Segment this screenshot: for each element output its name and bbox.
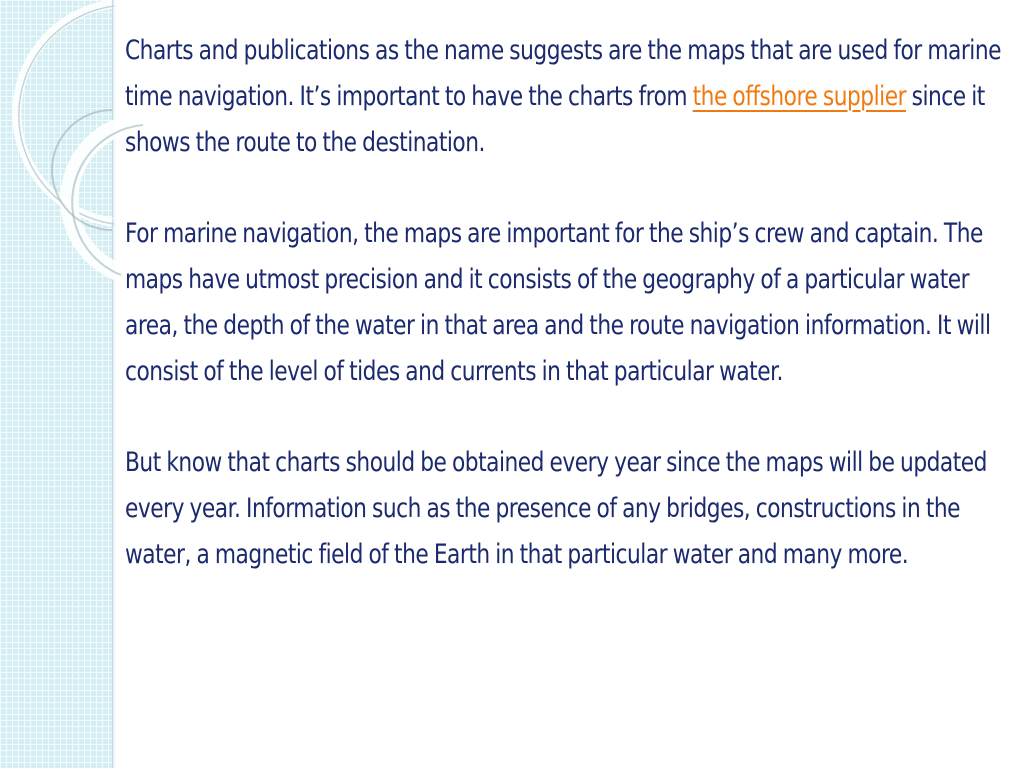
body-text	[125, 28, 1011, 578]
paragraph-1-before: Charts and publications as the name suggests are the maps that are used for marine time navigation. It’s important to have the charts from	[125, 35, 1001, 112]
side-grid-panel	[0, 0, 113, 768]
offshore-supplier-link[interactable]: the offshore supplier	[692, 80, 907, 112]
paragraph-2: For marine navigation, the maps are important for the ship’s crew and captain. The maps have utmost precision and it consists of the geography of a particular water area, the depth of the water in that area and the route navigation information. It will consist of the level of tides and currents in that particular water.	[125, 218, 991, 387]
paragraph-1	[125, 28, 1011, 165]
paragraph-1-after: since it shows the route to the destination.	[125, 80, 985, 158]
paragraph-3: But know that charts should be obtained every year since the maps will be updated every year. Information such as the presence of any bridges, constructions in the water, a magnetic field of the Earth in that particular water and many more.	[125, 447, 987, 570]
